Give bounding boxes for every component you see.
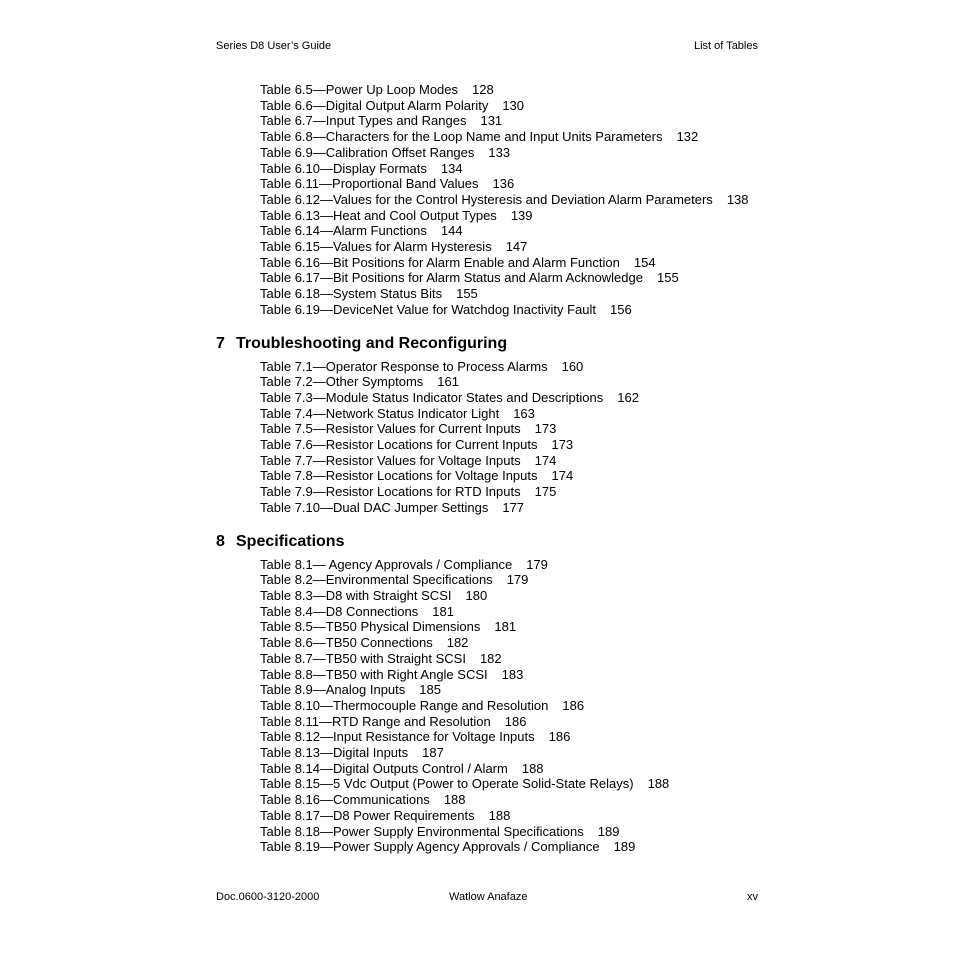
toc-entry[interactable] — [260, 776, 776, 792]
toc-entry-label: Table 8.6—TB50 Connections — [260, 635, 433, 651]
toc-section — [216, 334, 776, 516]
toc-entry-page: 179 — [506, 572, 529, 588]
toc-entry-page: 189 — [597, 823, 620, 839]
toc-entry[interactable] — [260, 208, 776, 224]
toc-entry[interactable] — [260, 468, 776, 484]
toc-entry-label: Table 7.2—Other Symptoms — [260, 374, 424, 390]
toc-entry-page: 175 — [534, 484, 557, 500]
toc-entry[interactable] — [260, 270, 776, 286]
toc-entry-label: Table 6.15—Values for Alarm Hysteresis — [260, 239, 492, 255]
toc-entry-label: Table 8.5—TB50 Physical Dimensions — [260, 619, 481, 635]
toc-entry-page: 179 — [526, 556, 548, 572]
toc-entry-page: 188 — [647, 776, 670, 792]
toc-entry-page: 185 — [419, 682, 441, 698]
toc-entry-page: 173 — [534, 421, 557, 437]
toc-entry-label: Table 7.4—Network Status Indicator Light — [260, 405, 500, 421]
toc-entry-label: Table 8.14—Digital Outputs Control / Alarm — [260, 760, 508, 776]
toc-entry-label: Table 8.10—Thermocouple Range and Resolution — [260, 697, 549, 713]
toc-entry-page: 187 — [422, 745, 444, 761]
toc-entry-label: Table 6.13—Heat and Cool Output Types — [260, 207, 497, 223]
toc-entry-page: 132 — [676, 129, 699, 145]
section-title: Troubleshooting and Reconfiguring — [236, 334, 508, 352]
toc-entry-label: Table 8.9—Analog Inputs — [260, 682, 406, 698]
toc-entry-page: 180 — [465, 587, 488, 603]
toc-entry-page: 183 — [501, 666, 524, 682]
toc-entry[interactable] — [260, 374, 776, 390]
toc-entry-page: 182 — [446, 635, 469, 651]
toc-entry-label: Table 8.16—Communications — [260, 792, 430, 808]
toc-entry[interactable] — [260, 761, 776, 777]
toc-entry-label: Table 8.13—Digital Inputs — [260, 745, 409, 761]
toc-entry-page: 163 — [513, 405, 535, 421]
toc-entry[interactable] — [260, 808, 776, 824]
toc-entry-label: Table 6.18—System Status Bits — [260, 286, 443, 302]
toc-entry[interactable] — [260, 667, 776, 683]
list-of-tables — [216, 82, 776, 855]
toc-entry-label: Table 8.15—5 Vdc Output (Power to Operate Solid-State Relays) — [260, 776, 634, 792]
toc-entry-page: 161 — [437, 374, 459, 390]
toc-entry[interactable] — [260, 839, 776, 855]
toc-entry-page: 147 — [505, 239, 528, 255]
toc-entry-label: Table 7.3—Module Status Indicator States and Descriptions — [260, 389, 604, 405]
toc-entry[interactable] — [260, 239, 776, 255]
toc-entry-label: Table 6.16—Bit Positions for Alarm Enable and Alarm Function — [260, 254, 620, 270]
footer-publisher: Watlow Anafaze — [449, 891, 528, 903]
toc-entry-label: Table 7.9—Resistor Locations for RTD Inputs — [260, 484, 521, 500]
toc-entry[interactable] — [260, 453, 776, 469]
toc-entry-page: 136 — [492, 176, 515, 192]
toc-entry-page: 182 — [479, 650, 502, 666]
toc-entry-page: 128 — [472, 82, 494, 97]
toc-entry[interactable] — [260, 635, 776, 651]
toc-entry[interactable] — [260, 98, 776, 114]
toc-entry-page: 174 — [534, 452, 557, 468]
toc-entry[interactable] — [260, 557, 776, 573]
toc-entry-label: Table 8.7—TB50 with Straight SCSI — [260, 650, 466, 666]
toc-entry-page: 173 — [551, 437, 574, 453]
toc-entry-page: 139 — [510, 207, 533, 223]
toc-entry-label: Table 6.6—Digital Output Alarm Polarity — [260, 97, 489, 113]
toc-entry-page: 133 — [488, 144, 511, 160]
toc-entry-label: Table 6.17—Bit Positions for Alarm Status and Alarm Acknowledge — [260, 270, 643, 286]
toc-entry[interactable] — [260, 745, 776, 761]
toc-entry-page: 131 — [480, 113, 503, 129]
toc-entry-page: 186 — [504, 713, 527, 729]
toc-entry[interactable] — [260, 302, 776, 318]
toc-entry[interactable] — [260, 792, 776, 808]
footer-page-number: xv — [747, 891, 758, 903]
toc-entry-page: 186 — [548, 729, 571, 745]
toc-entry-page: 155 — [656, 270, 679, 286]
toc-entry[interactable] — [260, 359, 776, 375]
toc-entry[interactable] — [260, 651, 776, 667]
toc-entry-label: Table 8.1— Agency Approvals / Compliance — [260, 556, 513, 572]
toc-entry-list — [216, 359, 776, 516]
section-heading — [216, 334, 776, 354]
toc-entry[interactable] — [260, 572, 776, 588]
toc-entry-label: Table 6.14—Alarm Functions — [260, 223, 427, 239]
toc-entry-page: 188 — [488, 807, 511, 823]
toc-entry[interactable] — [260, 129, 776, 145]
toc-entry-label: Table 7.7—Resistor Values for Voltage Inputs — [260, 452, 521, 468]
toc-entry-label: Table 8.17—D8 Power Requirements — [260, 807, 475, 823]
toc-entry-label: Table 8.18—Power Supply Environmental Specifications — [260, 823, 584, 839]
toc-entry[interactable] — [260, 421, 776, 437]
section-heading — [216, 532, 776, 552]
toc-entry-label: Table 8.4—D8 Connections — [260, 603, 419, 619]
toc-entry-label: Table 6.9—Calibration Offset Ranges — [260, 144, 475, 160]
toc-entry[interactable] — [260, 698, 776, 714]
toc-entry-page: 181 — [432, 603, 454, 619]
toc-entry-label: Table 8.12—Input Resistance for Voltage Inputs — [260, 729, 535, 745]
toc-entry[interactable] — [260, 82, 776, 98]
toc-entry-label: Table 7.1—Operator Response to Process Alarms — [260, 358, 548, 374]
toc-entry-label: Table 6.19—DeviceNet Value for Watchdog Inactivity Fault — [260, 301, 596, 317]
toc-entry[interactable] — [260, 729, 776, 745]
toc-entry-page: 144 — [440, 223, 463, 239]
toc-entry-list — [216, 82, 776, 318]
toc-entry-page: 162 — [617, 389, 639, 405]
toc-entry-page: 134 — [440, 160, 463, 176]
toc-entry-page: 189 — [613, 839, 636, 855]
toc-entry-label: Table 8.19—Power Supply Agency Approvals / Compliance — [260, 839, 600, 855]
toc-entry[interactable] — [260, 588, 776, 604]
toc-entry-label: Table 6.11—Proportional Band Values — [260, 176, 479, 192]
toc-entry[interactable] — [260, 484, 776, 500]
toc-entry-label: Table 6.5—Power Up Loop Modes — [260, 82, 459, 97]
toc-entry-page: 186 — [562, 697, 585, 713]
toc-entry[interactable] — [260, 113, 776, 129]
toc-entry-label: Table 8.3—D8 with Straight SCSI — [260, 587, 452, 603]
toc-entry[interactable] — [260, 223, 776, 239]
toc-entry-page: 177 — [502, 499, 525, 515]
running-header-title: Series D8 User’s Guide — [216, 40, 332, 52]
toc-entry-page: 155 — [456, 286, 478, 302]
section-number: 7 — [216, 334, 225, 352]
toc-entry-page: 188 — [521, 760, 544, 776]
running-header-section: List of Tables — [693, 40, 758, 52]
toc-section — [216, 82, 776, 318]
toc-entry[interactable] — [260, 619, 776, 635]
toc-entry-page: 156 — [610, 301, 632, 317]
toc-entry[interactable] — [260, 824, 776, 840]
toc-entry[interactable] — [260, 437, 776, 453]
toc-entry-page: 130 — [502, 97, 525, 113]
toc-entry-label: Table 6.10—Display Formats — [260, 160, 427, 176]
toc-entry-page: 160 — [561, 358, 584, 374]
section-number: 8 — [216, 532, 225, 550]
toc-entry[interactable] — [260, 192, 776, 208]
toc-entry-label: Table 6.8—Characters for the Loop Name and Input Units Parameters — [260, 129, 663, 145]
toc-entry[interactable] — [260, 255, 776, 271]
footer-document-number: Doc.0600-3120-2000 — [216, 891, 320, 903]
toc-entry[interactable] — [260, 500, 776, 516]
toc-entry-label: Table 6.7—Input Types and Ranges — [260, 113, 467, 129]
toc-entry-page: 181 — [494, 619, 517, 635]
toc-entry-label: Table 7.8—Resistor Locations for Voltage Inputs — [260, 468, 538, 484]
toc-entry-label: Table 8.2—Environmental Specifications — [260, 572, 493, 588]
section-title: Specifications — [236, 532, 345, 550]
toc-section — [216, 532, 776, 855]
toc-entry-label: Table 7.6—Resistor Locations for Current Inputs — [260, 437, 538, 453]
toc-entry-page: 154 — [633, 254, 656, 270]
toc-entry[interactable] — [260, 145, 776, 161]
toc-entry-page: 174 — [551, 468, 574, 484]
toc-entry-label: Table 6.12—Values for the Control Hysteresis and Deviation Alarm Parameters — [260, 191, 713, 207]
toc-entry[interactable] — [260, 161, 776, 177]
toc-entry-label: Table 8.8—TB50 with Right Angle SCSI — [260, 666, 488, 682]
toc-entry[interactable] — [260, 286, 776, 302]
toc-entry-label: Table 8.11—RTD Range and Resolution — [260, 713, 491, 729]
toc-entry-page: 138 — [726, 191, 749, 207]
toc-entry[interactable] — [260, 390, 776, 406]
toc-entry[interactable] — [260, 406, 776, 422]
toc-entry-list — [216, 557, 776, 855]
toc-entry-label: Table 7.5—Resistor Values for Current Inputs — [260, 421, 521, 437]
toc-entry[interactable] — [260, 714, 776, 730]
toc-entry-page: 188 — [443, 792, 466, 808]
toc-entry[interactable] — [260, 682, 776, 698]
toc-entry[interactable] — [260, 604, 776, 620]
toc-entry[interactable] — [260, 176, 776, 192]
toc-entry-label: Table 7.10—Dual DAC Jumper Settings — [260, 499, 489, 515]
